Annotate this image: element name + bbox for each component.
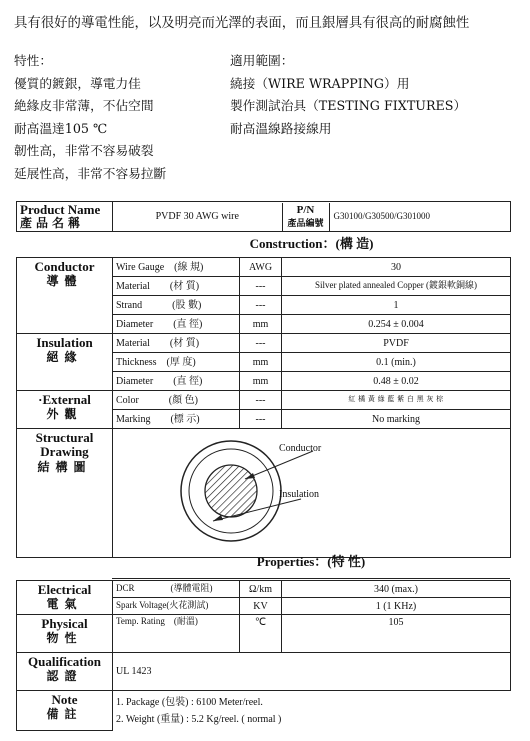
external-label-cn: 外觀 (46, 407, 83, 422)
conductor-label-en: Conductor (34, 259, 95, 274)
pn-label-en: P/N (296, 203, 315, 216)
external-label (17, 391, 113, 429)
spec-unit: ℃ (240, 615, 282, 653)
electrical-label-en: Electrical (37, 582, 92, 597)
construction-table (16, 201, 511, 558)
spec-value: 1 (282, 296, 511, 315)
spec-unit: --- (240, 334, 282, 353)
properties-title-table (16, 546, 510, 579)
spec-unit: KV (240, 598, 282, 615)
pn-value: G30100/G30500/G301000 (333, 210, 430, 221)
qualification-label-en: Qualification (28, 654, 101, 669)
spec-item: Thickness (厚 度) (113, 353, 240, 372)
spec-value: 0.254 ± 0.004 (282, 315, 511, 334)
applications-title: 適用範圍： (230, 53, 294, 68)
insulation-label-en: Insulation (36, 335, 93, 350)
spec-item: Wire Gauge (線 規) (113, 258, 240, 277)
intro-text: 具有很好的導電性能，以及明亮而光澤的表面，而且銀層具有很高的耐腐蝕性 (14, 16, 470, 31)
properties-title: Properties：(特 性) (112, 546, 510, 578)
conductor-core (205, 465, 257, 517)
spec-value: Silver plated annealed Copper (鍍銀軟銅線) (282, 277, 511, 296)
conductor-callout: Conductor (279, 443, 322, 454)
features-list (14, 50, 166, 185)
structural-label-line: Drawing (40, 444, 89, 460)
spec-item: Strand (股 數) (113, 296, 240, 315)
insulation-callout: Insulation (279, 489, 319, 500)
spec-value: 0.48 ± 0.02 (282, 372, 511, 391)
physical-label-en: Physical (41, 616, 88, 631)
product-name-label-en: Product Name (20, 201, 101, 217)
spec-item: Diameter (直 徑) (113, 315, 240, 334)
spec-unit: --- (240, 391, 282, 410)
qualification-value: UL 1423 (113, 653, 511, 691)
properties-table (16, 580, 511, 731)
conductor-label (17, 258, 113, 334)
spec-value: 340 (max.) (282, 581, 511, 598)
spec-sheet (16, 201, 510, 729)
note-label-en: Note (51, 692, 78, 707)
feature-item: 韌性高，非常不容易破裂 (14, 143, 154, 158)
spec-value: 0.1 (min.) (282, 353, 511, 372)
qualification-label (17, 653, 113, 691)
pn-label (282, 203, 330, 231)
spec-item: Color (顏 色) (113, 391, 240, 410)
spec-value: PVDF (282, 334, 511, 353)
feature-item: 延展性高，非常不容易拉斷 (14, 165, 167, 181)
spec-unit: mm (240, 353, 282, 372)
product-name-label (17, 202, 113, 232)
pn-cell (282, 202, 511, 232)
spec-item: Material (材 質) (113, 277, 240, 296)
spec-unit: Ω/km (240, 581, 282, 598)
conductor-label-cn: 導體 (46, 274, 83, 289)
applications-list (230, 50, 466, 140)
note-content (113, 691, 511, 731)
spec-unit: AWG (240, 258, 282, 277)
physical-label (17, 615, 113, 653)
structural-label (17, 429, 113, 558)
electrical-label (17, 581, 113, 615)
feature-item: 耐高溫達105 ℃ (14, 120, 108, 136)
features-title: 特性： (14, 53, 53, 68)
structural-drawing (113, 429, 510, 557)
spec-item: Temp. Rating (耐溫) (113, 615, 240, 653)
structural-label-line: Structural (35, 430, 94, 445)
spec-value: 1 (1 KHz) (282, 598, 511, 615)
physical-label-cn: 物性 (46, 631, 83, 646)
note-label-cn: 備註 (46, 707, 83, 722)
spec-value: 105 (282, 615, 511, 653)
spec-value: 30 (282, 258, 511, 277)
product-name-value: PVDF 30 AWG wire (113, 202, 282, 232)
application-item: 製作測試治具（TESTING FIXTURES） (230, 98, 467, 113)
spec-item: Material (材 質) (113, 334, 240, 353)
spec-value: No marking (282, 410, 511, 429)
electrical-label-cn: 電氣 (46, 597, 83, 612)
spec-unit: --- (240, 277, 282, 296)
construction-title: Construction：(構 造) (113, 232, 511, 258)
external-label-en: ·External (38, 392, 91, 407)
spec-item: Spark Voltage(火花測試) (113, 598, 240, 615)
application-item: 繞接（WIRE WRAPPING）用 (230, 75, 410, 91)
insulation-arrowhead (213, 515, 223, 521)
spec-item: DCR (導體電阻) (113, 581, 240, 598)
spec-unit: mm (240, 315, 282, 334)
product-name-label-cn: 產品名稱 (20, 216, 85, 231)
insulation-label-cn: 絕緣 (46, 350, 83, 365)
feature-item: 絶緣皮非常薄，不佔空間 (14, 98, 154, 113)
structural-label-cn: 結構圖 (37, 459, 92, 474)
spec-unit: --- (240, 410, 282, 429)
note-label (17, 691, 113, 731)
note-line: 1. Package (包裝) : 6100 Meter/reel. (116, 696, 263, 708)
feature-item: 優質的鍍銀，導電力佳 (14, 75, 141, 91)
spec-item: Diameter (直 徑) (113, 372, 240, 391)
qualification-label-cn: 認證 (46, 669, 83, 684)
spec-item: Marking (標 示) (113, 410, 240, 429)
structural-drawing-cell (113, 429, 511, 558)
spec-unit: --- (240, 296, 282, 315)
note-line: 2. Weight (重量) : 5.2 Kg/reel. ( normal ) (116, 713, 282, 725)
pn-label-cn: 產品編號 (287, 217, 324, 228)
spec-unit: mm (240, 372, 282, 391)
application-item: 耐高溫線路接線用 (230, 120, 332, 136)
insulation-label (17, 334, 113, 391)
spec-value: 紅 橘 黃 綠 藍 紫 白 黑 灰 棕 (282, 391, 511, 410)
